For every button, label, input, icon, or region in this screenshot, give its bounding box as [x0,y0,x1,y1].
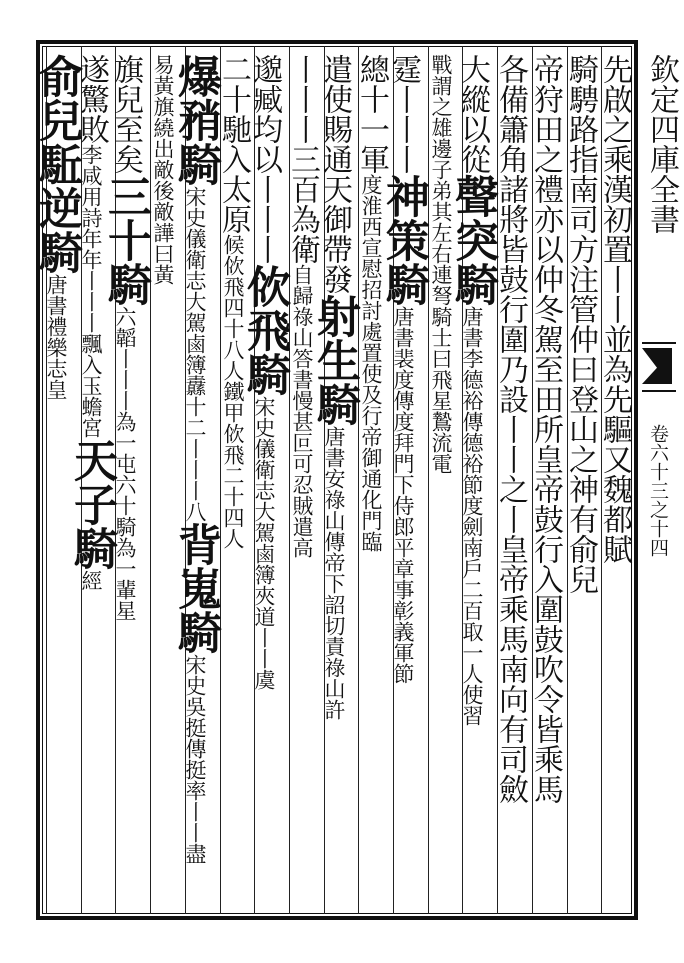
body-text: 遣使賜通天御帶發 [317,54,352,294]
text-column [152,54,183,285]
annotation-text: 戰謂之雄邊子弟其左右連弩騎士曰飛星鷙流電 [429,54,453,474]
annotation-text: 星 [113,600,137,621]
annotation-text: 六韜丨丨丨為一屯六十騎為一輩 [113,306,137,600]
text-column [447,54,498,726]
text-column [216,54,253,549]
annotation-text: 唐書裴度傳度拜門下侍郎平章事彰義軍節 [391,306,415,684]
text-column [100,54,151,621]
annotation-text: 簿纛十二丨丨丨八 [183,354,207,522]
fish-tail-mark-icon [642,348,672,384]
annotation-text: 李咸用詩年年丨丨丨飄入玉蟾宮 [79,144,103,438]
annotation-text: 宋史儀衛志大駕鹵 [183,186,207,354]
text-column [528,54,565,804]
body-text: 霆丨丨丨 [386,54,421,174]
annotation-text: 樂志皇 [44,337,68,400]
text-column [239,54,290,690]
text-column [66,54,117,591]
annotation-text: 自歸祿山答書慢甚叵可忍賊遣高 [290,264,314,558]
entry-heading: 爆矟騎 [170,54,221,186]
annotation-text: 唐書安祿山傳帝下詔切責祿山許 [322,426,346,720]
body-text: 大縱 [455,54,490,114]
text-column [563,54,600,594]
body-text: 以從 [455,114,490,174]
annotation-text: 度淮西宣慰招討處置使及行帝御通化門臨 [359,174,383,552]
header-divider-bottom [642,390,676,392]
text-column [493,54,530,804]
entry-heading: 背嵬騎 [170,522,221,654]
text-column [354,54,391,552]
entry-heading: 駈逆騎 [31,142,82,274]
body-text: 各備簫角諸將皆鼓行圍乃設丨丨之丨皇帝乘馬南向有司斂 [493,54,528,804]
text-column [170,54,221,864]
entry-heading: 神策騎 [378,174,429,306]
text-column [31,54,82,400]
text-column [430,54,461,474]
annotation-text: 經 [79,570,103,591]
entry-heading: 俞兒 [31,54,82,142]
entry-heading: 天子騎 [66,438,117,570]
body-text: 邈臧均以丨丨丨 [247,54,282,264]
entry-heading: 射生騎 [309,294,360,426]
annotation-text: 唐書禮 [44,274,68,337]
body-text: 旗兒至矣 [108,54,143,174]
text-column [378,54,429,684]
body-text: 丨丨丨三百為衛 [285,54,320,264]
entry-heading: 三十騎 [100,174,151,306]
annotation-text: 唐書李德裕傳德裕節度劍南戶二百取一人使習 [460,306,484,726]
body-text: 帝狩田之禮亦以仲冬駕至田所皇帝鼓行入圍鼓吹令皆乘馬 [528,54,563,804]
header-divider-top [642,342,676,344]
body-text: 二十馳入太原 [216,54,251,234]
text-column [285,54,322,558]
entry-heading: 聲突騎 [447,174,498,306]
body-text: 總十一軍 [354,54,389,174]
text-column [597,54,634,564]
annotation-text: 宋史儀衛志大駕鹵簿夾道丨丨虞 [252,396,276,690]
volume-label: 卷六十三之十四 [647,424,669,557]
annotation-text: 易黃旗繞出敵後敵譁曰黃 [151,54,175,285]
book-title: 欽定四庫全書 [644,54,679,234]
body-text: 先啟之乘漢初置丨丨並為先驅又魏都賦 [597,54,632,564]
entry-heading: 佽飛騎 [239,264,290,396]
page-header-column [642,46,679,914]
annotation-text: 宋史吳挺傳挺率丨丨盡 [183,654,207,864]
text-column [309,54,360,720]
body-text: 騎騁路指南司方注管仲曰登山之神有俞兒 [563,54,598,594]
body-text: 遂驚敗 [74,54,109,144]
annotation-text: 候佽飛四十八人鐵甲佽飛二十四人 [221,234,245,549]
